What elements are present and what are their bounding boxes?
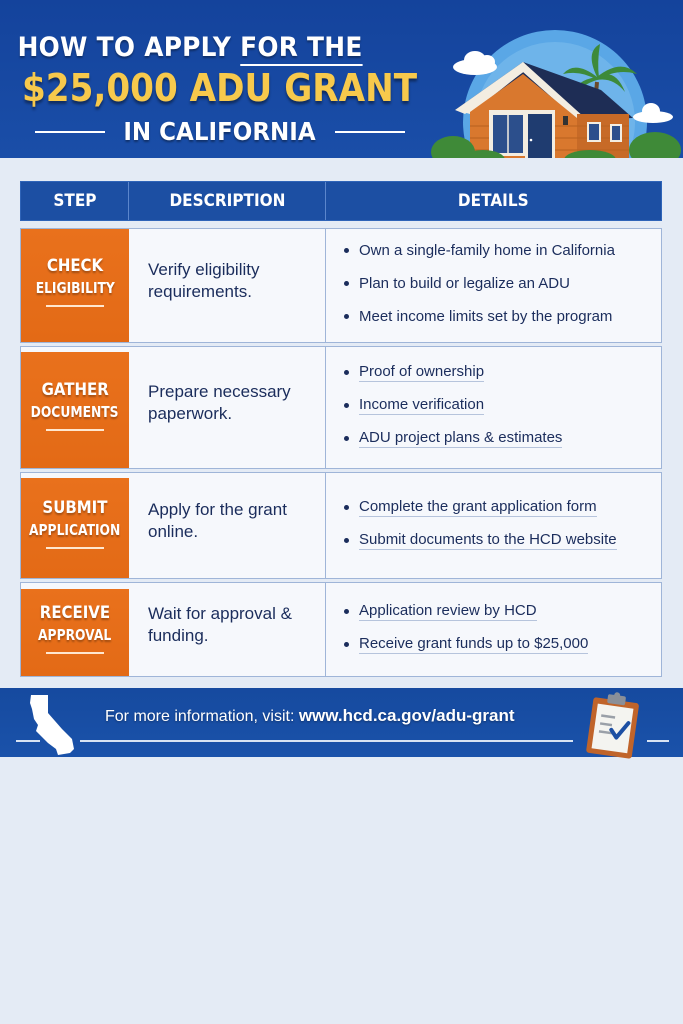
step-description: Wait for approval & funding. bbox=[129, 583, 326, 676]
column-header-details: DETAILS bbox=[458, 191, 529, 211]
step-details bbox=[326, 229, 661, 342]
step-details bbox=[326, 583, 661, 676]
table-row-submit-application bbox=[20, 472, 662, 579]
footer-url-link[interactable]: www.hcd.ca.gov/adu-grant bbox=[298, 706, 515, 725]
step-description: Apply for the grant online. bbox=[129, 473, 326, 578]
footer-banner bbox=[0, 688, 683, 757]
detail-item: Own a single-family home in California bbox=[344, 234, 661, 267]
step-details bbox=[326, 347, 661, 468]
title-line-1 bbox=[18, 32, 423, 63]
title-rule-left bbox=[35, 131, 105, 133]
step-description: Prepare necessary paperwork. bbox=[129, 347, 326, 468]
detail-item[interactable]: Receive grant funds up to $25,000 bbox=[344, 628, 661, 661]
detail-item[interactable]: Complete the grant application form bbox=[344, 491, 661, 524]
house-with-palm-tree-icon bbox=[425, 22, 683, 158]
step-badge: GATHER DOCUMENTS bbox=[21, 352, 129, 468]
step-badge: SUBMIT APPLICATION bbox=[21, 478, 129, 578]
step-badge: CHECK ELIGIBILITY bbox=[21, 229, 129, 342]
detail-item[interactable]: Application review by HCD bbox=[344, 595, 661, 628]
detail-item[interactable]: ADU project plans & estimates bbox=[344, 422, 661, 455]
step-badge: RECEIVE APPROVAL bbox=[21, 589, 129, 676]
column-header-description: DESCRIPTION bbox=[129, 182, 326, 220]
title-part-how-to-apply: HOW TO APPLY bbox=[17, 32, 232, 63]
detail-item: Plan to build or legalize an ADU bbox=[344, 267, 661, 300]
california-map-icon bbox=[28, 693, 78, 757]
title-state: IN CALIFORNIA bbox=[123, 117, 317, 146]
detail-item[interactable]: Proof of ownership bbox=[344, 356, 661, 389]
table-row-gather-documents bbox=[20, 346, 662, 469]
detail-item[interactable]: Income verification bbox=[344, 389, 661, 422]
hero-banner bbox=[0, 0, 683, 158]
detail-item: Meet income limits set by the program bbox=[344, 300, 661, 333]
title-part-for-the: FOR THE bbox=[240, 32, 363, 66]
footer-message: For more information, visit: www.hcd.ca.gov/adu-grant bbox=[105, 706, 515, 725]
table-header bbox=[20, 181, 662, 221]
step-details bbox=[326, 473, 661, 578]
detail-item[interactable]: Submit documents to the HCD website bbox=[344, 524, 661, 557]
column-header-step: STEP bbox=[21, 182, 129, 220]
title-line-3 bbox=[0, 117, 440, 146]
table-row-receive-approval bbox=[20, 582, 662, 677]
table-row-check-eligibility bbox=[20, 228, 662, 343]
clipboard-check-icon bbox=[578, 690, 648, 760]
title-rule-right bbox=[335, 131, 405, 133]
title-line-2-grant-amount: $25,000 ADU GRANT bbox=[22, 66, 418, 110]
steps-table bbox=[20, 181, 662, 221]
step-description: Verify eligibility requirements. bbox=[129, 229, 326, 342]
